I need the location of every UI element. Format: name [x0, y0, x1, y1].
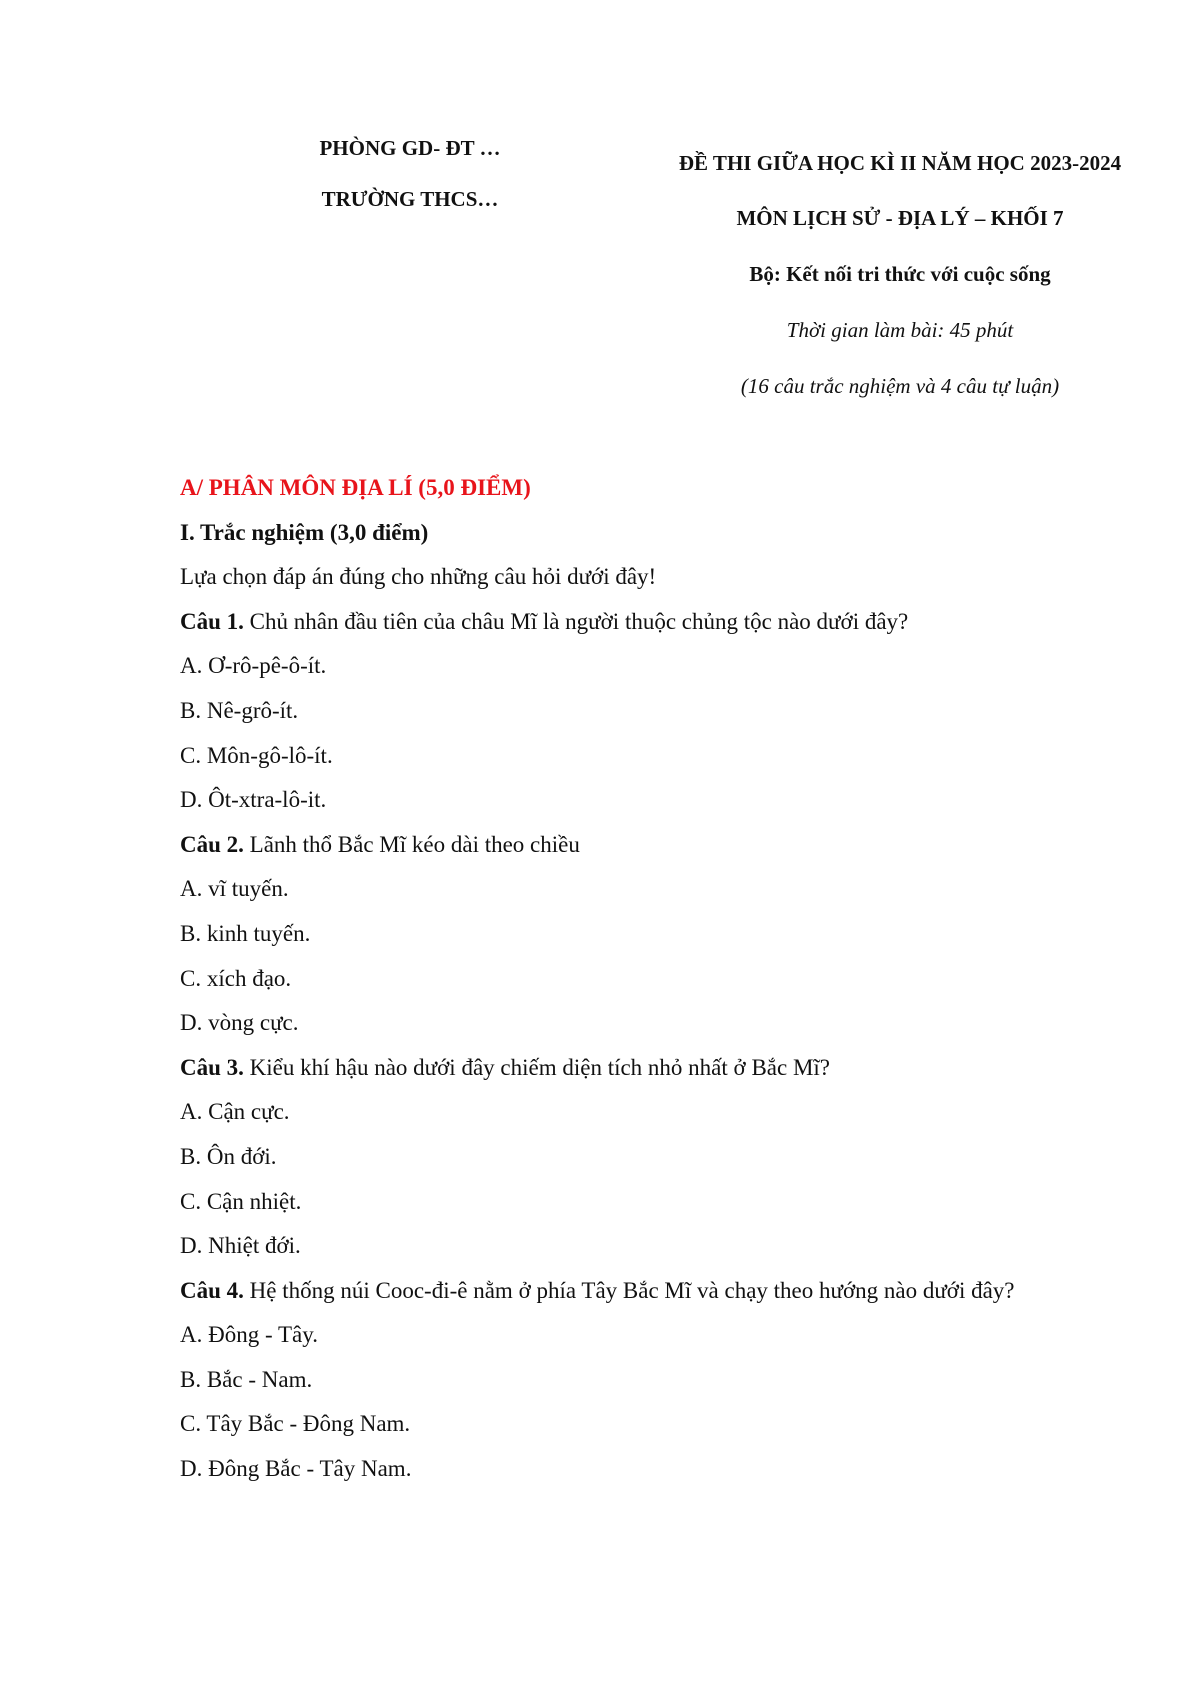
exam-structure: (16 câu trắc nghiệm và 4 câu tự luận)	[740, 374, 1060, 398]
answer-option: D. Ôt-xtra-lô-it.	[180, 787, 327, 813]
part-title: I. Trắc nghiệm (3,0 điểm)	[180, 519, 429, 545]
department-name: PHÒNG GD- ĐT …	[319, 136, 501, 160]
question-2	[180, 823, 1050, 1046]
answer-option: C. Môn-gô-lô-ít.	[180, 742, 333, 768]
subject-title: MÔN LỊCH SỬ - ĐỊA LÝ – KHỐI 7	[736, 206, 1064, 230]
answer-option: D. vòng cực.	[180, 1010, 299, 1036]
question-stem	[180, 600, 1050, 645]
answer-option: C. xích đạo.	[180, 965, 292, 991]
answer-option: B. Nê-grô-ít.	[180, 697, 299, 723]
answer-option: A. Đông - Tây.	[180, 1322, 318, 1348]
question-text: Hệ thống núi Cooc-đi-ê nằm ở phía Tây Bắc Mĩ và chạy theo hướng nào dưới đây?	[243, 1277, 1015, 1303]
question-text: Lãnh thổ Bắc Mĩ kéo dài theo chiều	[243, 831, 580, 857]
question-3	[180, 1046, 1050, 1269]
section-title: A/ PHÂN MÔN ĐỊA LÍ (5,0 ĐIỂM)	[180, 475, 531, 500]
answer-option: B. Ôn đới.	[180, 1143, 277, 1169]
question-1	[180, 600, 1050, 823]
answer-option: A. Ơ-rô-pê-ô-ít.	[180, 653, 327, 679]
answer-option: D. Nhiệt đới.	[180, 1233, 301, 1259]
exam-duration: Thời gian làm bài: 45 phút	[786, 318, 1014, 342]
school-name: TRƯỜNG THCS…	[321, 187, 499, 211]
exam-title: ĐỀ THI GIỮA HỌC KÌ II NĂM HỌC 2023-2024	[678, 151, 1122, 175]
book-series: Bộ: Kết nối tri thức với cuộc sống	[749, 262, 1051, 286]
question-stem	[180, 1046, 1050, 1091]
question-number: Câu 1.	[180, 608, 244, 634]
answer-option: A. vĩ tuyến.	[180, 876, 289, 902]
answer-option: B. kinh tuyến.	[180, 920, 311, 946]
answer-option: B. Bắc - Nam.	[180, 1366, 313, 1392]
answer-option: A. Cận cực.	[180, 1099, 290, 1125]
question-number: Câu 3.	[180, 1054, 244, 1080]
answer-option: C. Tây Bắc - Đông Nam.	[180, 1411, 411, 1437]
question-text: Kiểu khí hậu nào dưới đây chiếm diện tích nhỏ nhất ở Bắc Mĩ?	[243, 1054, 831, 1080]
question-stem	[180, 1269, 1020, 1314]
question-number: Câu 4.	[180, 1277, 244, 1303]
instruction: Lựa chọn đáp án đúng cho những câu hỏi dưới đây!	[180, 564, 657, 590]
question-4	[180, 1269, 1050, 1492]
exam-content	[180, 466, 1050, 1492]
question-text: Chủ nhân đầu tiên của châu Mĩ là người thuộc chủng tộc nào dưới đây?	[243, 608, 909, 634]
answer-option: D. Đông Bắc - Tây Nam.	[180, 1456, 412, 1482]
question-number: Câu 2.	[180, 831, 244, 857]
question-stem	[180, 823, 1050, 868]
answer-option: C. Cận nhiệt.	[180, 1188, 302, 1214]
